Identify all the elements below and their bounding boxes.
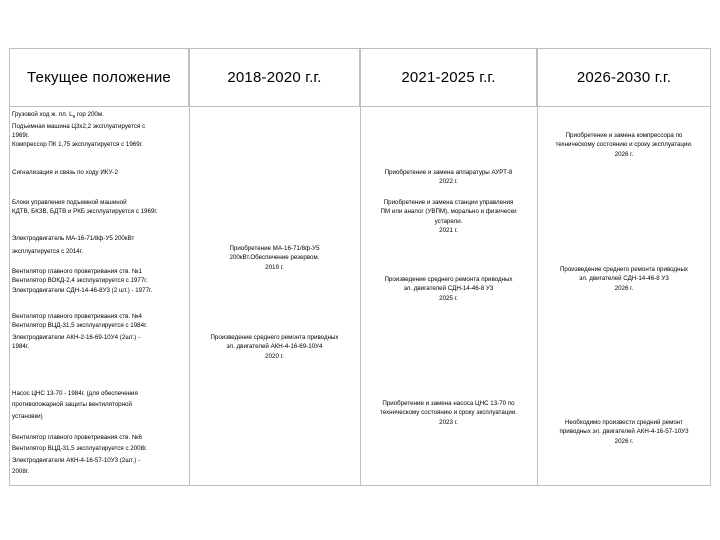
text-line: эл. двигателей АКН-4-16-69-10У4 xyxy=(226,343,323,351)
text-line: Приобретение и замена аппаратуры АУРТ-8 xyxy=(384,169,513,176)
plan-2018-motor-repair xyxy=(189,333,360,361)
current-block-motor xyxy=(12,234,134,257)
text-line: приводных эл. двигателей АКН-4-16-57-10У3 xyxy=(559,428,689,436)
current-block-control-units xyxy=(12,198,158,217)
text-line: Электродвигатели АКН-2-16-69-10У4 (2шт.) - xyxy=(12,333,141,341)
text-line: Электродвигатель МА-16-71/8ф-У5 200кВт xyxy=(12,235,135,242)
plan-2018-motor-reserve xyxy=(189,244,360,272)
text-line: Приобретение и замена компрессора по xyxy=(565,132,683,139)
text-line: Грузовой ход ж. пл. $L_9$ гор 200м. xyxy=(12,111,104,120)
current-block-signaling xyxy=(12,168,118,177)
plan-2021-aurt xyxy=(360,168,537,187)
text-line: 2021 г. xyxy=(439,227,458,235)
text-line: 2026 г. xyxy=(614,437,634,445)
current-block-fan-1 xyxy=(12,267,152,295)
text-line: эксплуатируется с 2014г. xyxy=(12,248,83,256)
text-line: 2026 г. xyxy=(614,150,634,158)
text-line: Произведение среднего ремонта приводных xyxy=(210,334,339,341)
text-line: 2023 г. xyxy=(439,418,458,426)
header-2021-2025: 2021-2025 г.г. xyxy=(360,48,537,107)
text-line: Произведение среднего ремонта приводных xyxy=(384,276,513,283)
plan-2021-motor-repair xyxy=(360,275,537,303)
text-line: Сигнализация и связь по ходу ИКУ-2 xyxy=(12,169,118,176)
text-line: Электродвигатели СДН-14-46-8У3 (2 шт.) - 1977г. xyxy=(12,286,153,294)
text-line: Вентилятор ВЦД-31,5 эксплуатируется с 2008г. xyxy=(12,445,148,453)
plan-2026-akn-repair xyxy=(537,418,711,446)
text-line: Вентилятор главного проветривания ств. №6 xyxy=(12,434,142,441)
current-block-fan-6 xyxy=(12,433,147,477)
text-line: ПМ или аналог (УВПМ), морально и физически xyxy=(380,208,517,216)
text-line: 1984г. xyxy=(12,343,29,351)
text-line: Электродвигатели АКН-4-16-57-10У3 (2шт.) - xyxy=(12,456,141,464)
plan-2026-motor-repair xyxy=(537,265,711,293)
text-line: Приобретение и замена станции управления xyxy=(383,199,514,206)
text-line: Подъемная машина Ц3х2,2 эксплуатируется с xyxy=(12,122,146,130)
text-line: установки) xyxy=(12,412,43,420)
text-line: Произведение среднего ремонта приводных xyxy=(559,266,689,273)
text-line: Вентилятор главного проветривания ств. №1 xyxy=(12,268,142,275)
text-line: эл. двигателей СДН-14-46-8 У3 xyxy=(579,275,669,283)
text-line: Насос ЦНС 13-70 - 1984г. (для обеспечения xyxy=(12,390,138,397)
text-line: 1969г. xyxy=(12,132,29,140)
text-line: эл. двигателей СДН-14-46-8 У3 xyxy=(403,285,494,293)
current-block-hoist xyxy=(12,110,145,150)
current-block-fan-4 xyxy=(12,312,147,352)
text-line: Приобретение МА-16-71/8ф-У5 xyxy=(229,245,320,252)
text-line: 2022 г. xyxy=(439,178,458,186)
text-line: 2025 г. xyxy=(439,294,458,302)
text-line: Блоки управления подъемной машиной xyxy=(12,199,127,206)
text-line: Компрессор ПК 1,75 эксплуатируется с 1969г. xyxy=(12,141,143,149)
text-line: 2020 г. xyxy=(265,352,284,360)
current-block-pump xyxy=(12,389,138,421)
text-line: техническому состоянию и сроку эксплуатации. xyxy=(555,141,693,149)
text-line: 2026 г. xyxy=(614,284,634,292)
header-2018-2020: 2018-2020 г.г. xyxy=(189,48,360,107)
text-line: Необходимо произвести средний ремонт xyxy=(564,419,684,426)
text-line: техническому состоянию и сроку эксплуатации. xyxy=(379,409,518,417)
plan-2021-pump xyxy=(360,399,537,427)
text-line: противопожарной защиты вентиляторной xyxy=(12,401,132,409)
text-line: устарели. xyxy=(434,217,463,225)
plan-2026-compressor xyxy=(537,131,711,159)
header-current-state: Текущее положение xyxy=(9,48,189,107)
text-line: Вентилятор ВОКД-2,4 эксплуатируется с 1977г. xyxy=(12,277,148,285)
text-line: Вентилятор ВЦД-31,5 эксплуатируется с 1984г. xyxy=(12,322,148,330)
text-line: Приобретение и замена насоса ЦНС 13-70 по xyxy=(382,400,515,407)
text-line: Вентилятор главного проветривания ств. №4 xyxy=(12,313,142,320)
column-divider xyxy=(189,107,190,486)
text-line: 2019 г. xyxy=(265,263,284,271)
text-line: 2008г. xyxy=(12,468,29,476)
text-line: 200кВт.Обеспечение резервом. xyxy=(229,254,320,262)
text-line: КДТВ, БКЗВ, БДТВ и РКБ эксплуатируется с 1969г. xyxy=(12,208,158,216)
plan-2021-control-station xyxy=(360,198,537,236)
header-2026-2030: 2026-2030 г.г. xyxy=(537,48,711,107)
